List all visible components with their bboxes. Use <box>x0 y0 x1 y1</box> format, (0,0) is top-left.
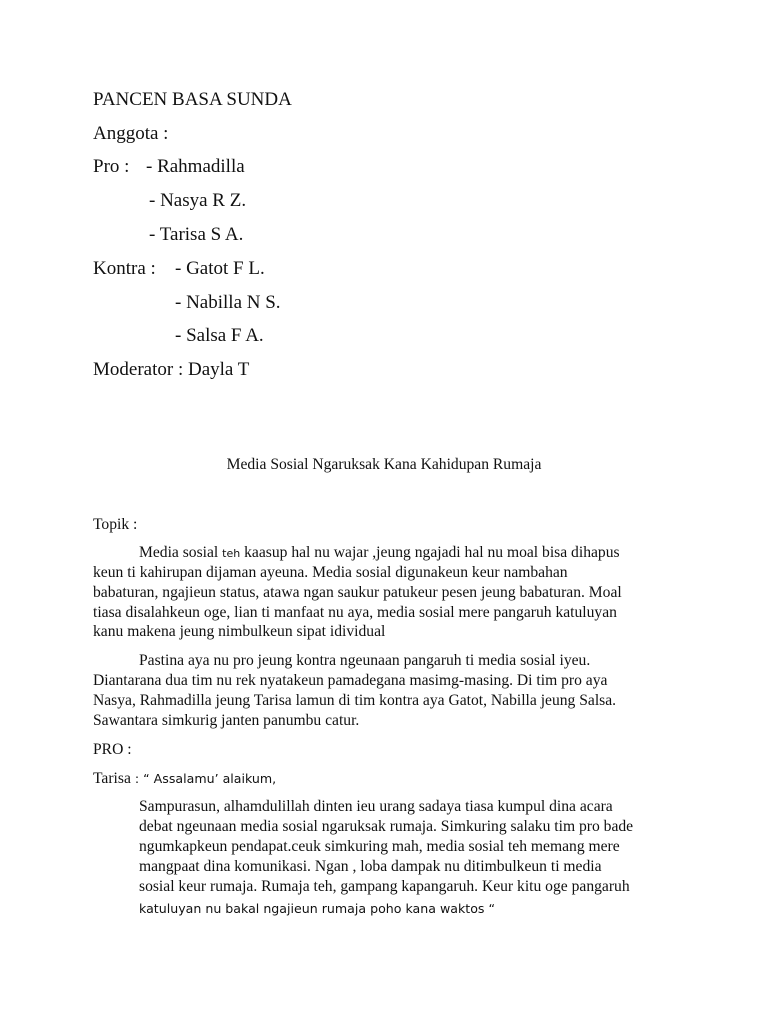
speech-line: Sampurasun, alhamdulillah dinten ieu urang sadaya tiasa kumpul dina acara <box>139 798 613 815</box>
speech-line: sosial keur rumaja. Rumaja teh, gampang kapangaruh. Keur kitu oge pangaruh <box>139 878 630 895</box>
pro-label: Pro : <box>93 156 130 177</box>
paragraph-text: Media sosial <box>139 544 223 561</box>
paragraph-line: Nasya, Rahmadilla jeung Tarisa lamun di tim kontra aya Gatot, Nabilla jeung Salsa. <box>93 692 617 709</box>
header-title: PANCEN BASA SUNDA <box>93 89 292 110</box>
members-label: Anggota : <box>93 123 169 144</box>
pro-member: - Rahmadilla <box>146 156 245 177</box>
paragraph-line: babaturan, ngajieun status, atawa ngan saukur patukeur pesen jeung babaturan. Moal <box>93 584 622 601</box>
speaker-name: Tarisa <box>93 770 131 787</box>
paragraph-text: kaasup hal nu wajar ,jeung ngajadi hal nu moal bisa dihapus <box>240 544 620 561</box>
speech-line: ngumkapkeun pendapat.ceuk simkuring mah, media sosial teh memang mere <box>139 838 620 855</box>
paragraph-line: tiasa disalahkeun oge, lian ti manfaat nu aya, media sosial mere pangaruh katuluyan <box>93 604 617 621</box>
paragraph-line: kanu makena jeung nimbulkeun sipat idividual <box>93 623 386 640</box>
speaker-greeting: : “ Assalamu’ alaikum, <box>130 771 277 786</box>
pro-member: - Nasya R Z. <box>149 190 247 211</box>
paragraph-line: Sawantara simkurig janten panumbu catur. <box>93 712 360 729</box>
moderator-line: Moderator : Dayla T <box>93 359 250 380</box>
speaker-line <box>93 769 276 789</box>
paragraph-1-first-line <box>139 543 620 564</box>
speech-line: katuluyan nu bakal ngajieun rumaja poho kana waktos “ <box>139 901 496 916</box>
kontra-member: - Gatot F L. <box>175 258 265 279</box>
paragraph-text: teh <box>222 547 241 560</box>
kontra-member: - Salsa F A. <box>175 325 264 346</box>
paragraph-line: Pastina aya nu pro jeung kontra ngeunaan pangaruh ti media sosial iyeu. <box>139 652 591 669</box>
speech-line: mangpaat dina komunikasi. Ngan , loba dampak nu ditimbulkeun ti media <box>139 858 602 875</box>
kontra-label: Kontra : <box>93 258 156 279</box>
kontra-member: - Nabilla N S. <box>175 292 281 313</box>
pro-member: - Tarisa S A. <box>149 224 244 245</box>
pro-heading: PRO : <box>93 741 132 758</box>
speech-line: debat ngeunaan media sosial ngaruksak rumaja. Simkuring salaku tim pro bade <box>139 818 634 835</box>
document-title: Media Sosial Ngaruksak Kana Kahidupan Rumaja <box>226 456 542 473</box>
paragraph-line: Diantarana dua tim nu rek nyatakeun pamadegana masimg-masing. Di tim pro aya <box>93 672 608 689</box>
paragraph-line: keun ti kahirupan dijaman ayeuna. Media sosial digunakeun keur nambahan <box>93 564 568 581</box>
topic-label: Topik : <box>93 516 138 533</box>
